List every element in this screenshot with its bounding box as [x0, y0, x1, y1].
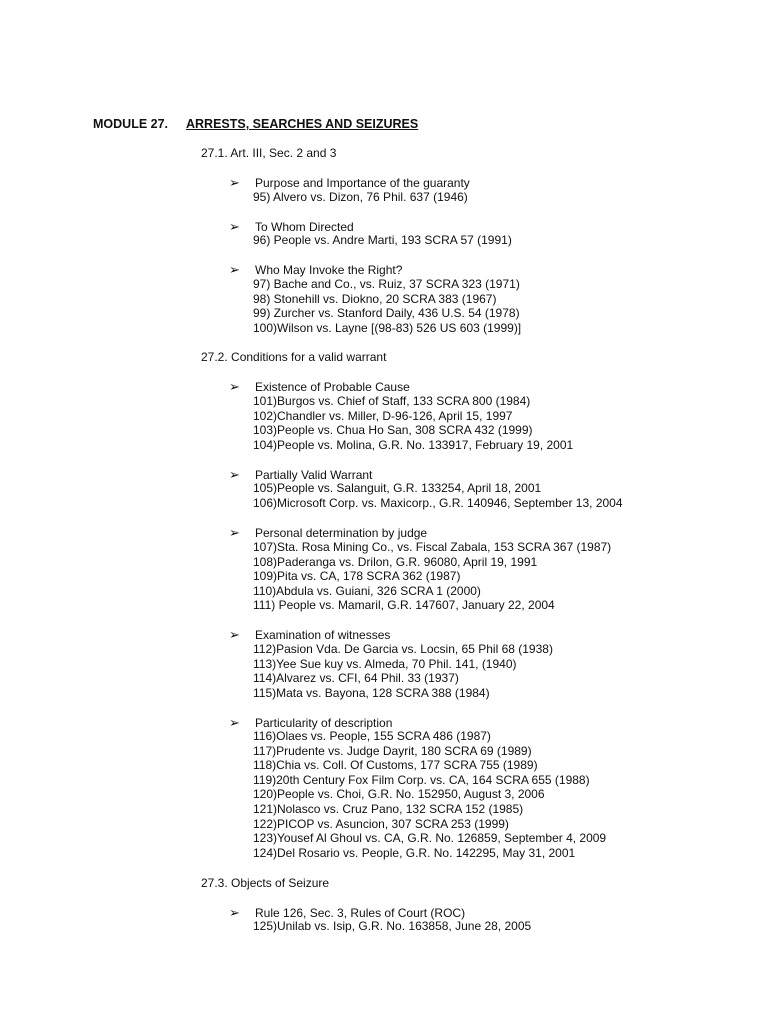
- arrow-bullet-icon: ➢: [229, 262, 240, 277]
- case-item: 106)Microsoft Corp. vs. Maxicorp., G.R. 140946, September 13, 2004: [253, 495, 623, 510]
- module-number: MODULE 27.: [93, 117, 169, 131]
- topic-heading: [229, 175, 470, 191]
- case-item: 105)People vs. Salanguit, G.R. 133254, April 18, 2001: [253, 481, 542, 495]
- case-item: 116)Olaes vs. People, 155 SCRA 486 (1987): [253, 729, 491, 743]
- arrow-bullet-icon: ➢: [229, 715, 240, 730]
- case-item: 107)Sta. Rosa Mining Co., vs. Fiscal Zabala, 153 SCRA 367 (1987): [253, 540, 612, 554]
- case-list: [253, 233, 512, 248]
- section-title: 27.3. Objects of Seizure: [201, 876, 330, 890]
- case-item: 102)Chandler vs. Miller, D-96-126, April 15, 1997: [253, 408, 513, 423]
- arrow-bullet-icon: ➢: [229, 525, 240, 540]
- arrow-bullet-icon: ➢: [229, 379, 240, 394]
- module-title: ARRESTS, SEARCHES AND SEIZURES: [186, 117, 419, 131]
- case-item: 122)PICOP vs. Asuncion, 307 SCRA 253 (1999): [253, 816, 509, 831]
- topic-heading: [229, 379, 410, 395]
- case-list: [253, 277, 521, 335]
- case-item: 123)Yousef Al Ghoul vs. CA, G.R. No. 126859, September 4, 2009: [253, 831, 607, 846]
- topic-title: To Whom Directed: [255, 220, 354, 234]
- case-item: 96) People vs. Andre Marti, 193 SCRA 57 (1991): [253, 233, 512, 247]
- case-item: 120)People vs. Choi, G.R. No. 152950, August 3, 2006: [253, 787, 545, 802]
- case-item: 101)Burgos vs. Chief of Staff, 133 SCRA 800 (1984): [253, 394, 531, 408]
- case-list: [253, 190, 468, 205]
- topic-title: Partially Valid Warrant: [255, 468, 373, 482]
- case-list: [253, 540, 611, 613]
- case-list: [253, 919, 531, 934]
- case-item: 97) Bache and Co., vs. Ruiz, 37 SCRA 323 (1971): [253, 277, 520, 291]
- case-item: 104)People vs. Molina, G.R. No. 133917, February 19, 2001: [253, 437, 574, 452]
- case-item: 95) Alvero vs. Dizon, 76 Phil. 637 (1946): [253, 190, 468, 204]
- topic-title: Personal determination by judge: [255, 526, 428, 540]
- topic-title: Examination of witnesses: [255, 628, 391, 642]
- case-item: 125)Unilab vs. Isip, G.R. No. 163858, June 28, 2005: [253, 919, 532, 933]
- case-item: 121)Nolasco vs. Cruz Pano, 132 SCRA 152 (1985): [253, 801, 524, 816]
- topic-title: Particularity of description: [255, 716, 393, 730]
- topic-heading: [229, 262, 402, 278]
- case-item: 112)Pasion Vda. De Garcia vs. Locsin, 65 Phil 68 (1938): [253, 642, 553, 656]
- case-item: 108)Paderanga vs. Drilon, G.R. 96080, April 19, 1991: [253, 554, 538, 569]
- topic-title: Who May Invoke the Right?: [255, 263, 403, 277]
- case-item: 100)Wilson vs. Layne [(98-83) 526 US 603 (1999)]: [253, 320, 522, 335]
- arrow-bullet-icon: ➢: [229, 467, 240, 482]
- case-item: 110)Abdula vs. Guiani, 326 SCRA 1 (2000): [253, 583, 481, 598]
- case-list: [253, 729, 606, 860]
- case-item: 113)Yee Sue kuy vs. Almeda, 70 Phil. 141, (1940): [253, 656, 517, 671]
- topic-heading: [229, 525, 427, 541]
- topic-title: Existence of Probable Cause: [255, 380, 410, 394]
- arrow-bullet-icon: ➢: [229, 905, 240, 920]
- case-item: 98) Stonehill vs. Diokno, 20 SCRA 383 (1967): [253, 291, 497, 306]
- case-item: 103)People vs. Chua Ho San, 308 SCRA 432 (1999): [253, 423, 533, 438]
- case-item: 115)Mata vs. Bayona, 128 SCRA 388 (1984): [253, 685, 490, 700]
- case-item: 111) People vs. Mamaril, G.R. 147607, January 22, 2004: [253, 598, 555, 613]
- case-item: 109)Pita vs. CA, 178 SCRA 362 (1987): [253, 569, 461, 584]
- topic-title: Purpose and Importance of the guaranty: [255, 176, 470, 190]
- case-item: 114)Alvarez vs. CFI, 64 Phil. 33 (1937): [253, 671, 459, 686]
- case-item: 99) Zurcher vs. Stanford Daily, 436 U.S. 54 (1978): [253, 306, 520, 321]
- case-list: [253, 394, 573, 452]
- arrow-bullet-icon: ➢: [229, 219, 240, 234]
- case-item: 124)Del Rosario vs. People, G.R. No. 142295, May 31, 2001: [253, 845, 576, 860]
- topic-title: Rule 126, Sec. 3, Rules of Court (ROC): [255, 906, 466, 920]
- case-list: [253, 642, 553, 700]
- section-title: 27.1. Art. III, Sec. 2 and 3: [201, 146, 337, 160]
- case-item: 119)20th Century Fox Film Corp. vs. CA, 164 SCRA 655 (1988): [253, 772, 590, 787]
- case-item: 117)Prudente vs. Judge Dayrit, 180 SCRA 69 (1989): [253, 743, 532, 758]
- case-list: [253, 481, 623, 510]
- case-item: 118)Chia vs. Coll. Of Customs, 177 SCRA 755 (1989): [253, 758, 538, 773]
- topic-heading: [229, 627, 390, 643]
- arrow-bullet-icon: ➢: [229, 175, 240, 190]
- arrow-bullet-icon: ➢: [229, 627, 240, 642]
- module-heading: [93, 117, 419, 131]
- section-title: 27.2. Conditions for a valid warrant: [201, 350, 387, 364]
